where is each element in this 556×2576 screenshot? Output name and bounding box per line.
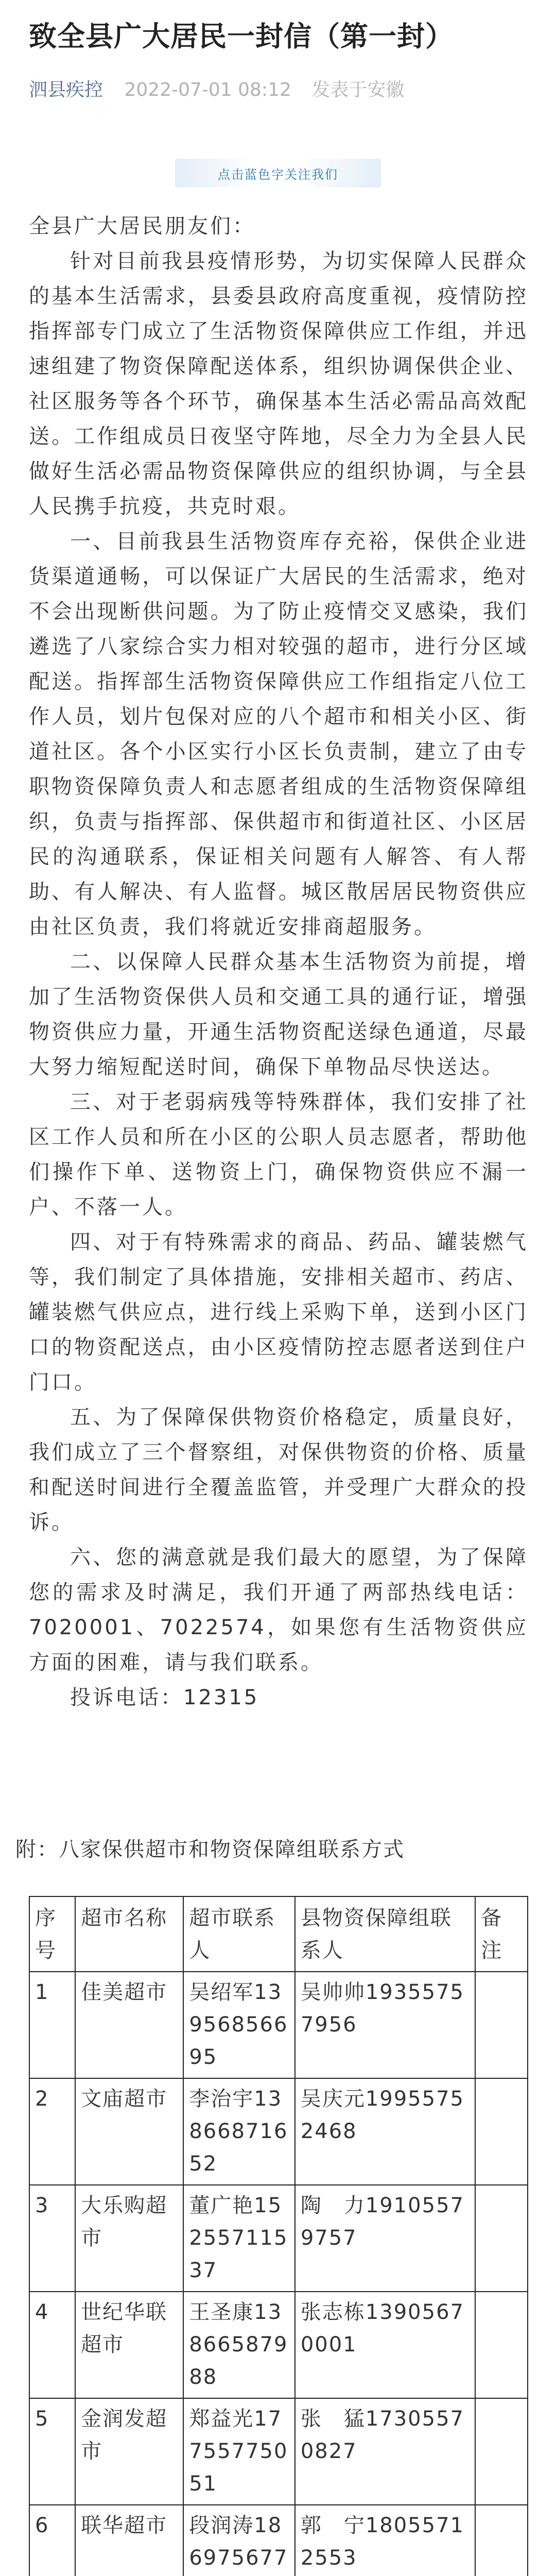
market-name: 联华超市 bbox=[75, 2505, 183, 2576]
annex-title: 附：八家保供超市和物资保障组联系方式 bbox=[15, 1838, 405, 1861]
market-contact: 王圣康13866587988 bbox=[183, 2292, 295, 2398]
row-no: 5 bbox=[29, 2398, 75, 2505]
publish-location: 发表于安徽 bbox=[311, 79, 405, 100]
article-meta bbox=[29, 77, 528, 103]
follow-banner[interactable] bbox=[175, 159, 381, 188]
contacts-table bbox=[29, 1896, 528, 2576]
body-paragraph-3: 三、对于老弱病残等特殊群体，我们安排了社区工作人员和所在小区的公职人员志愿者，帮助他们操作下单、送物资上门，确保物资供应不漏一户、不落一人。 bbox=[29, 1090, 528, 1219]
note bbox=[475, 2078, 528, 2185]
table-header-row bbox=[29, 1896, 528, 1972]
greeting-paragraph: 全县广大居民朋友们： bbox=[29, 214, 255, 238]
market-contact: 李治宇13866871652 bbox=[183, 2078, 295, 2185]
publish-date: 2022-07-01 08:12 bbox=[124, 79, 291, 100]
group-contact: 吴庆元19955752468 bbox=[295, 2078, 475, 2185]
group-contact: 陶 力19105579757 bbox=[295, 2185, 475, 2292]
body-paragraph-2: 二、以保障人民群众基本生活物资为前提，增加了生活物资保供人员和交通工具的通行证，增强物资供应力量，开通生活物资配送绿色通道，尽最大努力缩短配送时间，确保下单物品尽快送达。 bbox=[29, 950, 528, 1079]
row-no: 3 bbox=[29, 2185, 75, 2292]
row-no: 4 bbox=[29, 2292, 75, 2398]
market-name: 金润发超市 bbox=[75, 2398, 183, 2505]
table-row bbox=[29, 2292, 528, 2398]
follow-banner-text: 点击蓝色字关注我们 bbox=[218, 167, 338, 182]
account-name-link[interactable]: 泗县疾控 bbox=[29, 79, 103, 100]
market-name: 文庙超市 bbox=[75, 2078, 183, 2185]
market-name: 佳美超市 bbox=[75, 1972, 183, 2078]
column-header-no: 序号 bbox=[29, 1896, 75, 1972]
column-header-contact: 超市联系人 bbox=[183, 1896, 295, 1972]
group-contact: 张志栋13905670001 bbox=[295, 2292, 475, 2398]
body-paragraph-6: 六、您的满意就是我们最大的愿望，为了保障您的需求及时满足，我们开通了两部热线电话：7020001、7022574，如果您有生活物资供应方面的困难，请与我们联系。 bbox=[29, 1546, 528, 1674]
body-paragraph-4: 四、对于有特殊需求的商品、药品、罐装燃气等，我们制定了具体措施，安排相关超市、药店、罐装燃气供应点，进行线上采购下单，送到小区门口的物资配送点，由小区疫情防控志愿者送到住户门口。 bbox=[29, 1230, 528, 1394]
complaint-hotline: 投诉电话：12315 bbox=[70, 1686, 259, 1709]
column-header-group-contact: 县物资保障组联系人 bbox=[295, 1896, 475, 1972]
row-no: 2 bbox=[29, 2078, 75, 2185]
row-no: 6 bbox=[29, 2505, 75, 2576]
market-contact: 郑益光17755775051 bbox=[183, 2398, 295, 2505]
market-name: 世纪华联超市 bbox=[75, 2292, 183, 2398]
note bbox=[475, 2398, 528, 2505]
note bbox=[475, 2505, 528, 2576]
column-header-name: 超市名称 bbox=[75, 1896, 183, 1972]
note bbox=[475, 1972, 528, 2078]
table-row bbox=[29, 1972, 528, 2078]
note bbox=[475, 2185, 528, 2292]
group-contact: 吴帅帅19355757956 bbox=[295, 1972, 475, 2078]
body-paragraph-5: 五、为了保障保供物资价格稳定，质量良好，我们成立了三个督察组，对保供物资的价格、质量和配送时间进行全覆盖监管，并受理广大群众的投诉。 bbox=[29, 1405, 528, 1534]
note bbox=[475, 2292, 528, 2398]
group-contact: 郭 宁18055712553 bbox=[295, 2505, 475, 2576]
article-body bbox=[29, 209, 528, 1715]
group-contact: 张 猛17305570827 bbox=[295, 2398, 475, 2505]
intro-paragraph: 针对目前我县疫情形势，为切实保障人民群众的基本生活需求，县委县政府高度重视，疫情防控指挥部专门成立了生活物资保障供应工作组，并迅速组建了物资保障配送体系，组织协调保供企业、社区服务等各个环节，确保基本生活必需品高效配送。工作组成员日夜坚守阵地，尽全力为全县人民做好生活必需品物资保障供应的组织协调，与全县人民携手抗疫，共克时艰。 bbox=[29, 249, 528, 518]
row-no: 1 bbox=[29, 1972, 75, 2078]
market-contact: 段润涛186975677 bbox=[183, 2505, 295, 2576]
market-contact: 董广艳15255711537 bbox=[183, 2185, 295, 2292]
market-contact: 吴绍军13956856695 bbox=[183, 1972, 295, 2078]
table-row bbox=[29, 2398, 528, 2505]
body-paragraph-1: 一、目前我县生活物资库存充裕，保供企业进货渠道通畅，可以保证广大居民的生活需求，绝对不会出现断供问题。为了防止疫情交叉感染，我们遴选了八家综合实力相对较强的超市，进行分区域配送。指挥部生活物资保障供应工作组指定八位工作人员，划片包保对应的八个超市和相关小区、街道社区。各个小区实行小区长负责制，建立了由专职物资保障负责人和志愿者组成的生活物资保障组织，负责与指挥部、保供超市和街道社区、小区居民的沟通联系，保证相关问题有人解答、有人帮助、有人解决、有人监督。城区散居居民物资供应由社区负责，我们将就近安排商超服务。 bbox=[29, 530, 528, 939]
column-header-note: 备注 bbox=[475, 1896, 528, 1972]
table-row bbox=[29, 2505, 528, 2576]
table-row bbox=[29, 2185, 528, 2292]
table-row bbox=[29, 2078, 528, 2185]
market-name: 大乐购超市 bbox=[75, 2185, 183, 2292]
article-title: 致全县广大居民一封信（第一封） bbox=[29, 20, 454, 53]
